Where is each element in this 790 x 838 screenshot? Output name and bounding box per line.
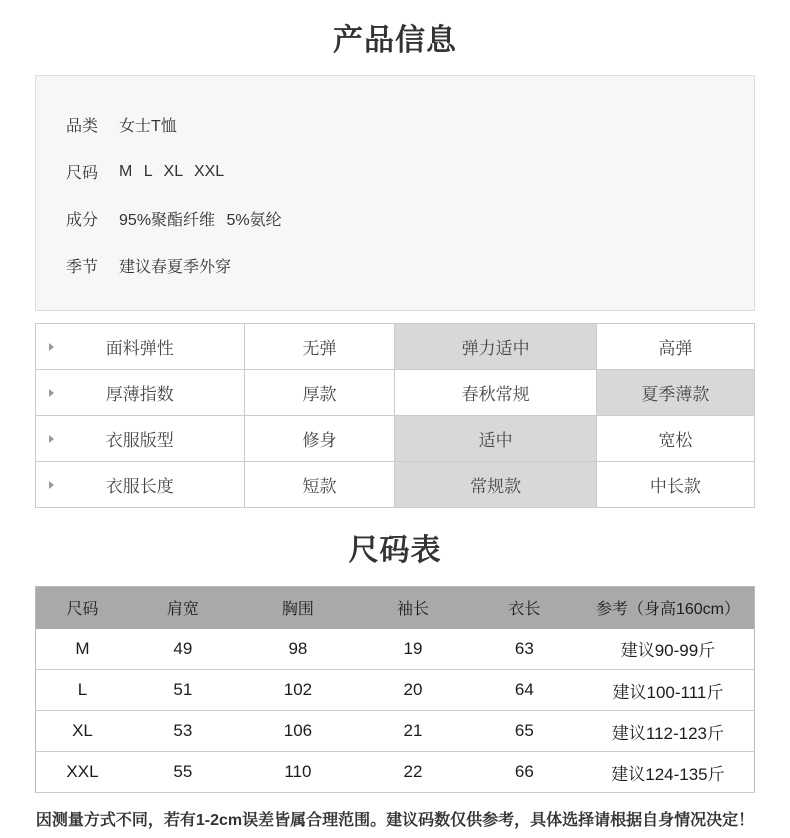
product-info-value: 女士T恤 xyxy=(119,118,177,135)
triangle-right-icon xyxy=(49,343,54,351)
size-chart-cell: 21 xyxy=(359,711,467,752)
size-chart-header-cell: 衣长 xyxy=(467,587,582,629)
product-info-value: M L XL XXL xyxy=(119,162,225,180)
product-info-box xyxy=(35,75,755,311)
product-info-label: 尺码 xyxy=(66,165,99,182)
size-chart-row xyxy=(36,629,755,670)
attribute-table-body xyxy=(36,324,755,508)
attribute-option-selected: 夏季薄款 xyxy=(596,370,754,416)
size-chart-title: 尺码表 xyxy=(348,534,442,567)
size-chart-cell: 51 xyxy=(129,670,237,711)
attribute-option: 无弹 xyxy=(244,324,395,370)
attribute-name-cell xyxy=(36,324,245,370)
size-chart-cell: 建议112-123斤 xyxy=(582,711,755,752)
size-chart-body xyxy=(36,629,755,793)
attribute-name: 衣服版型 xyxy=(105,431,174,450)
size-chart-row xyxy=(36,752,755,793)
size-chart-cell: L xyxy=(36,670,129,711)
product-info-label: 成分 xyxy=(66,212,99,229)
size-chart-cell: 98 xyxy=(237,629,359,670)
triangle-right-icon xyxy=(49,389,54,397)
size-chart-row xyxy=(36,670,755,711)
product-info-value: 建议春夏季外穿 xyxy=(119,259,232,276)
size-chart-row xyxy=(36,711,755,752)
triangle-right-icon xyxy=(49,481,54,489)
attribute-option-selected: 常规款 xyxy=(395,462,596,508)
size-chart-cell: 102 xyxy=(237,670,359,711)
size-chart-cell: 20 xyxy=(359,670,467,711)
attribute-name-cell xyxy=(36,416,245,462)
attribute-name: 面料弹性 xyxy=(105,339,174,358)
size-chart-cell: 64 xyxy=(467,670,582,711)
size-chart-cell: 建议124-135斤 xyxy=(582,752,755,793)
size-chart-header-cell: 肩宽 xyxy=(129,587,237,629)
product-info-label: 季节 xyxy=(66,259,99,276)
size-chart-cell: 65 xyxy=(467,711,582,752)
size-chart-cell: 建议90-99斤 xyxy=(582,629,755,670)
attribute-option-selected: 弹力适中 xyxy=(395,324,596,370)
attribute-name-cell xyxy=(36,370,245,416)
attribute-row xyxy=(36,324,755,370)
product-info-row xyxy=(66,148,754,195)
attribute-name: 衣服长度 xyxy=(105,477,174,496)
footer-note: 因测量方式不同，若有1-2cm误差皆属合理范围。建议码数仅供参考，具体选择请根据自身情况决定！ xyxy=(35,812,755,829)
product-info-row xyxy=(66,195,754,242)
size-chart-table xyxy=(35,586,755,793)
size-chart-cell: 49 xyxy=(129,629,237,670)
size-chart-cell: XXL xyxy=(36,752,129,793)
attribute-option: 春秋常规 xyxy=(395,370,596,416)
size-chart-cell: 66 xyxy=(467,752,582,793)
size-chart-header-cell: 胸围 xyxy=(237,587,359,629)
size-chart-cell: 63 xyxy=(467,629,582,670)
product-info-row xyxy=(66,101,754,148)
size-chart-cell: 110 xyxy=(237,752,359,793)
size-chart-header-cell: 尺码 xyxy=(36,587,129,629)
product-info-label: 品类 xyxy=(66,118,99,135)
product-info-title: 产品信息 xyxy=(333,24,457,57)
size-chart-cell: 106 xyxy=(237,711,359,752)
attribute-table xyxy=(35,323,755,508)
attribute-option: 修身 xyxy=(244,416,395,462)
attribute-option: 短款 xyxy=(244,462,395,508)
size-chart-cell: 55 xyxy=(129,752,237,793)
product-info-value: 95%聚酯纤维 5%氨纶 xyxy=(119,212,282,229)
attribute-name: 厚薄指数 xyxy=(105,385,174,404)
size-chart-header-cell: 参考（身高160cm） xyxy=(582,587,755,629)
product-info-row xyxy=(66,242,754,289)
size-chart-cell: M xyxy=(36,629,129,670)
size-chart-cell: 19 xyxy=(359,629,467,670)
attribute-name-cell xyxy=(36,462,245,508)
attribute-row xyxy=(36,370,755,416)
attribute-option: 厚款 xyxy=(244,370,395,416)
size-chart-cell: 53 xyxy=(129,711,237,752)
triangle-right-icon xyxy=(49,435,54,443)
attribute-option: 中长款 xyxy=(596,462,754,508)
size-chart-header-row xyxy=(36,587,755,629)
attribute-option-selected: 适中 xyxy=(395,416,596,462)
attribute-option: 高弹 xyxy=(596,324,754,370)
attribute-row xyxy=(36,416,755,462)
size-chart-header-cell: 袖长 xyxy=(359,587,467,629)
size-chart-cell: XL xyxy=(36,711,129,752)
size-chart-cell: 建议100-111斤 xyxy=(582,670,755,711)
attribute-option: 宽松 xyxy=(596,416,754,462)
attribute-row xyxy=(36,462,755,508)
size-chart-cell: 22 xyxy=(359,752,467,793)
